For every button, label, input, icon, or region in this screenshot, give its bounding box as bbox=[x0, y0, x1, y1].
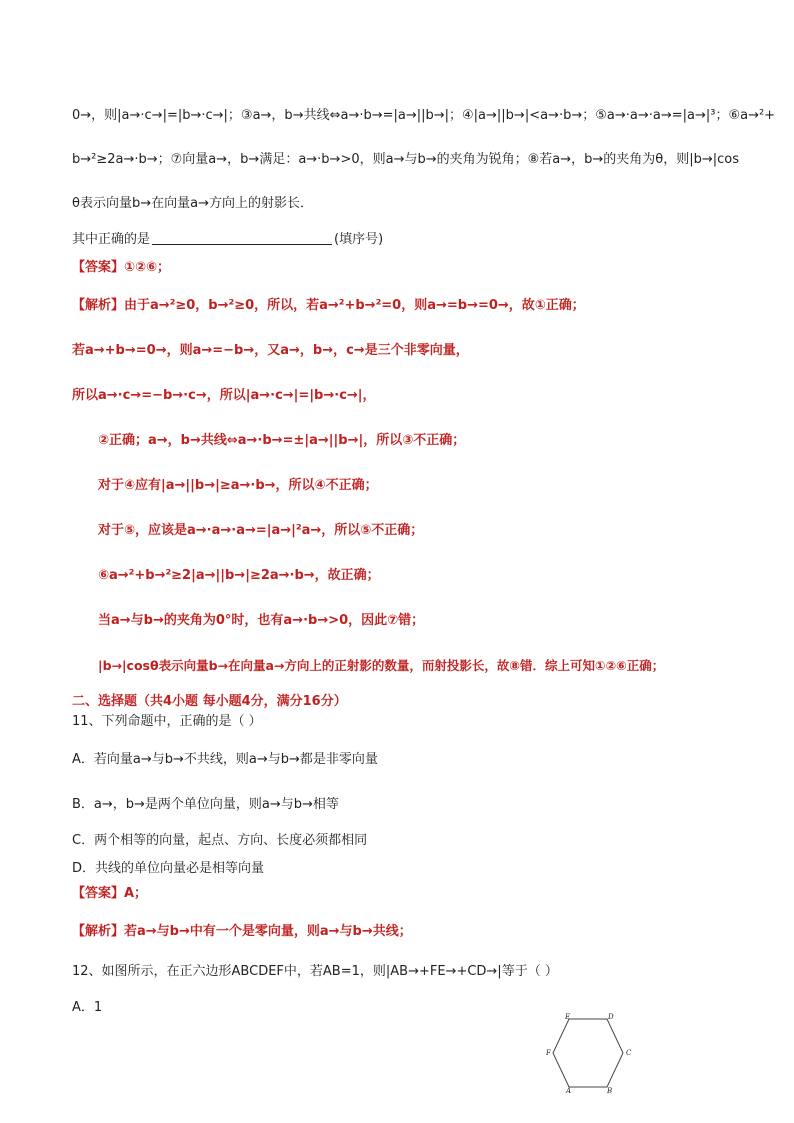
prev-question-line-2: b→²≥2a→·b→；⑦向量a→，b→满足：a→·b→>0，则a→与b→的夹角为锐角；⑧若a→，b→的夹角为θ，则|b→|cos bbox=[72, 152, 740, 167]
fill-in-line bbox=[72, 230, 734, 250]
analysis-line-4: ②正确；a→，b→共线⇔a→·b→=±|a→||b→|，所以③不正确； bbox=[98, 433, 466, 448]
analysis-line-9: |b→|cosθ表示向量b→在向量a→方向上的正射影的数量，而射投影长，故⑧错．综上可知①②⑥正确； bbox=[98, 658, 665, 673]
q11-option-c: C．两个相等的向量，起点、方向、长度必须都相同 bbox=[72, 833, 368, 848]
q12-stem: 12、如图所示，在正六边形ABCDEF中，若AB=1，则|AB→+FE→+CD→|等于（ ） bbox=[72, 964, 558, 979]
fill-in-prefix: 其中正确的是 bbox=[72, 232, 151, 247]
q12-option-a: A．1 bbox=[72, 1000, 103, 1015]
vertex-label-e: E bbox=[565, 1013, 571, 1021]
q11-stem: 11、下列命题中，正确的是（ ） bbox=[72, 714, 262, 729]
q11-analysis: 【解析】若a→与b→中有一个是零向量，则a→与b→共线； bbox=[72, 924, 412, 939]
analysis-line-7: ⑥a→²+b→²≥2|a→||b→|≥2a→·b→，故正确； bbox=[98, 568, 380, 583]
vertex-label-d: D bbox=[608, 1013, 614, 1021]
vertex-label-b: B bbox=[607, 1087, 613, 1093]
section-heading: 二、选择题（共4小题 每小题4分，满分16分） bbox=[72, 694, 347, 709]
vertex-label-f: F bbox=[546, 1049, 551, 1057]
analysis-line-8: 当a→与b→的夹角为0°时，也有a→·b→>0，因此⑦错； bbox=[98, 613, 425, 628]
prev-question-line-3: θ表示向量b→在向量a→方向上的射影长． bbox=[72, 196, 313, 211]
answer-blank bbox=[152, 230, 332, 245]
vertex-label-a: A bbox=[566, 1087, 572, 1093]
fill-in-suffix: (填序号) bbox=[334, 232, 384, 247]
analysis-line-5: 对于④应有|a→||b→|≥a→·b→，所以④不正确； bbox=[98, 478, 378, 493]
analysis-line-2: 若a→+b→=0→，则a→=−b→，又a→，b→，c→是三个非零向量， bbox=[72, 343, 469, 358]
prev-question-line-1: 0→，则|a→·c→|=|b→·c→|；③a→，b→共线⇔a→·b→=|a→||b→|；④|a→||b→|<a→·b→；⑤a→·a→·a→=|a→|³；⑥a→²+ bbox=[72, 108, 776, 123]
analysis-line-3: 所以a→·c→=−b→·c→，所以|a→·c→|=|b→·c→|， bbox=[72, 388, 376, 403]
hexagon-outline bbox=[553, 1019, 623, 1087]
q11-option-d: D．共线的单位向量必是相等向量 bbox=[72, 861, 265, 876]
analysis-line-6: 对于⑤，应该是a→·a→·a→=|a→|²a→，所以⑤不正确； bbox=[98, 523, 424, 538]
vertex-label-c: C bbox=[626, 1049, 632, 1057]
q11-option-b: B．a→，b→是两个单位向量，则a→与b→相等 bbox=[72, 797, 339, 812]
hexagon-figure bbox=[545, 1013, 635, 1093]
q11-option-a: A．若向量a→与b→不共线，则a→与b→都是非零向量 bbox=[72, 752, 378, 767]
analysis-line-1: 【解析】由于a→²≥0，b→²≥0，所以，若a→²+b→²=0，则a→=b→=0→，故①正确； bbox=[72, 298, 585, 313]
q11-answer: 【答案】A； bbox=[72, 886, 148, 901]
prev-answer: 【答案】①②⑥； bbox=[72, 260, 171, 275]
